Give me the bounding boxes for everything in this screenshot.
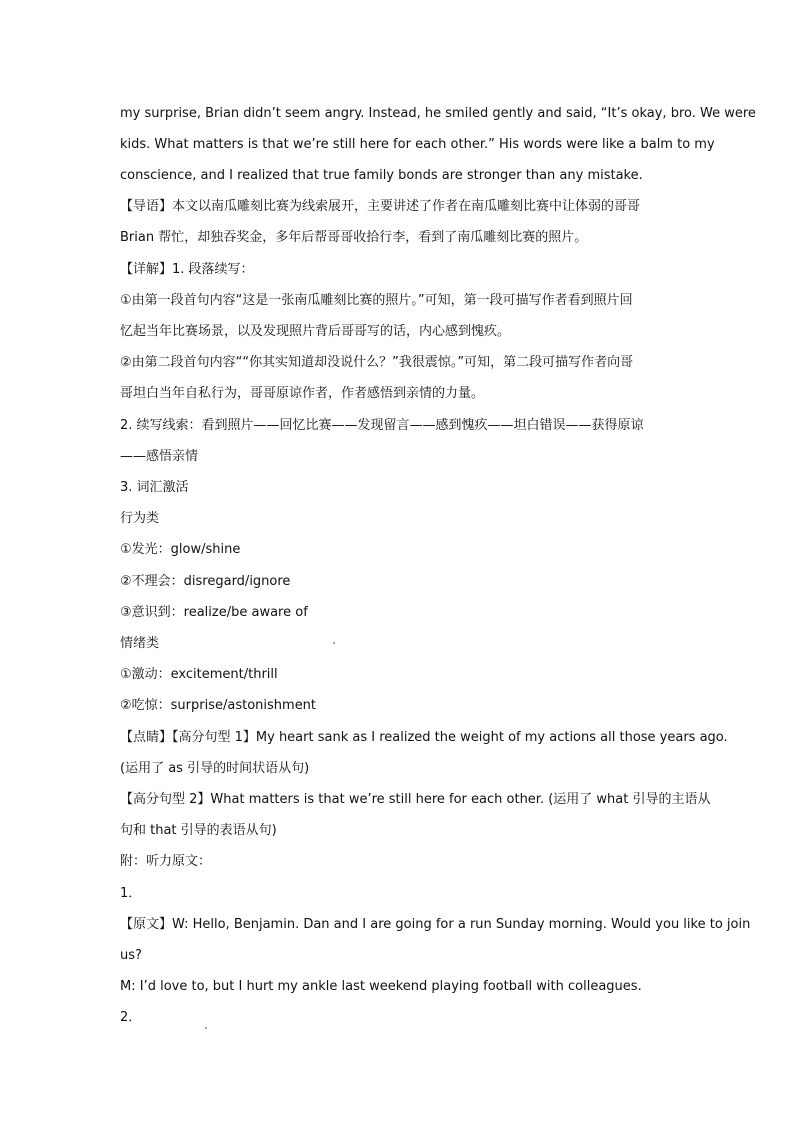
text-line: ——感悟亲情 — [120, 449, 199, 464]
stray-mark — [205, 1027, 207, 1029]
text-line: 附：听力原文： — [120, 854, 212, 869]
text-line: 【原文】W: Hello, Benjamin. Dan and I are going for a run Sunday morning. Would you like to join — [120, 917, 751, 932]
text-line: Brian 帮忙，却独吞奖金，多年后帮哥哥收拾行李，看到了南瓜雕刻比赛的照片。 — [120, 230, 588, 245]
text-line: 句和 that 引导的表语从句) — [120, 823, 277, 838]
text-line: us? — [120, 948, 142, 963]
text-line: 忆起当年比赛场景，以及发现照片背后哥哥写的话，内心感到愧疚。 — [120, 324, 511, 339]
text-line: 情绪类 — [120, 636, 160, 651]
text-line: my surprise, Brian didn’t seem angry. Instead, he smiled gently and said, “It’s okay, bro. We were — [120, 106, 756, 121]
text-line: M: I’d love to, but I hurt my ankle last weekend playing football with colleagues. — [120, 979, 642, 994]
text-line: ②不理会：disregard/ignore — [120, 574, 291, 589]
text-line: 行为类 — [120, 511, 160, 526]
text-line: 【高分句型 2】What matters is that we’re still here for each other. (运用了 what 引导的主语从 — [120, 792, 711, 807]
text-line: 3. 词汇激活 — [120, 480, 189, 495]
text-line: kids. What matters is that we’re still here for each other.” His words were like a balm to my — [120, 137, 715, 152]
text-line: ②吃惊：surprise/astonishment — [120, 698, 317, 713]
text-line: 2． — [120, 1010, 142, 1025]
text-line: 哥坦白当年自私行为，哥哥原谅作者，作者感悟到亲情的力量。 — [120, 386, 485, 401]
text-line: ③意识到：realize/be aware of — [120, 605, 308, 620]
text-line: conscience, and I realized that true family bonds are stronger than any mistake. — [120, 168, 643, 183]
text-line: 2. 续写线索：看到照片——回忆比赛——发现留言——感到愧疚——坦白错误——获得原谅 — [120, 418, 644, 433]
text-line: ①发光：glow/shine — [120, 542, 241, 557]
text-line: 【点睛】【高分句型 1】My heart sank as I realized the weight of my actions all those years ago. — [120, 730, 728, 745]
text-line: (运用了 as 引导的时间状语从句) — [120, 761, 310, 776]
text-line: 【详解】1. 段落续写： — [120, 262, 254, 277]
text-line: ①由第一段首句内容“这是一张南瓜雕刻比赛的照片。”可知，第一段可描写作者看到照片回 — [120, 293, 633, 308]
text-line: ①激动：excitement/thrill — [120, 667, 278, 682]
text-line: 1． — [120, 886, 142, 901]
text-line: 【导语】本文以南瓜雕刻比赛为线索展开，主要讲述了作者在南瓜雕刻比赛中让体弱的哥哥 — [120, 199, 641, 214]
stray-mark — [333, 642, 335, 644]
text-line: ②由第二段首句内容““你其实知道却没说什么？”我很震惊。”可知，第二段可描写作者向哥 — [120, 355, 634, 370]
